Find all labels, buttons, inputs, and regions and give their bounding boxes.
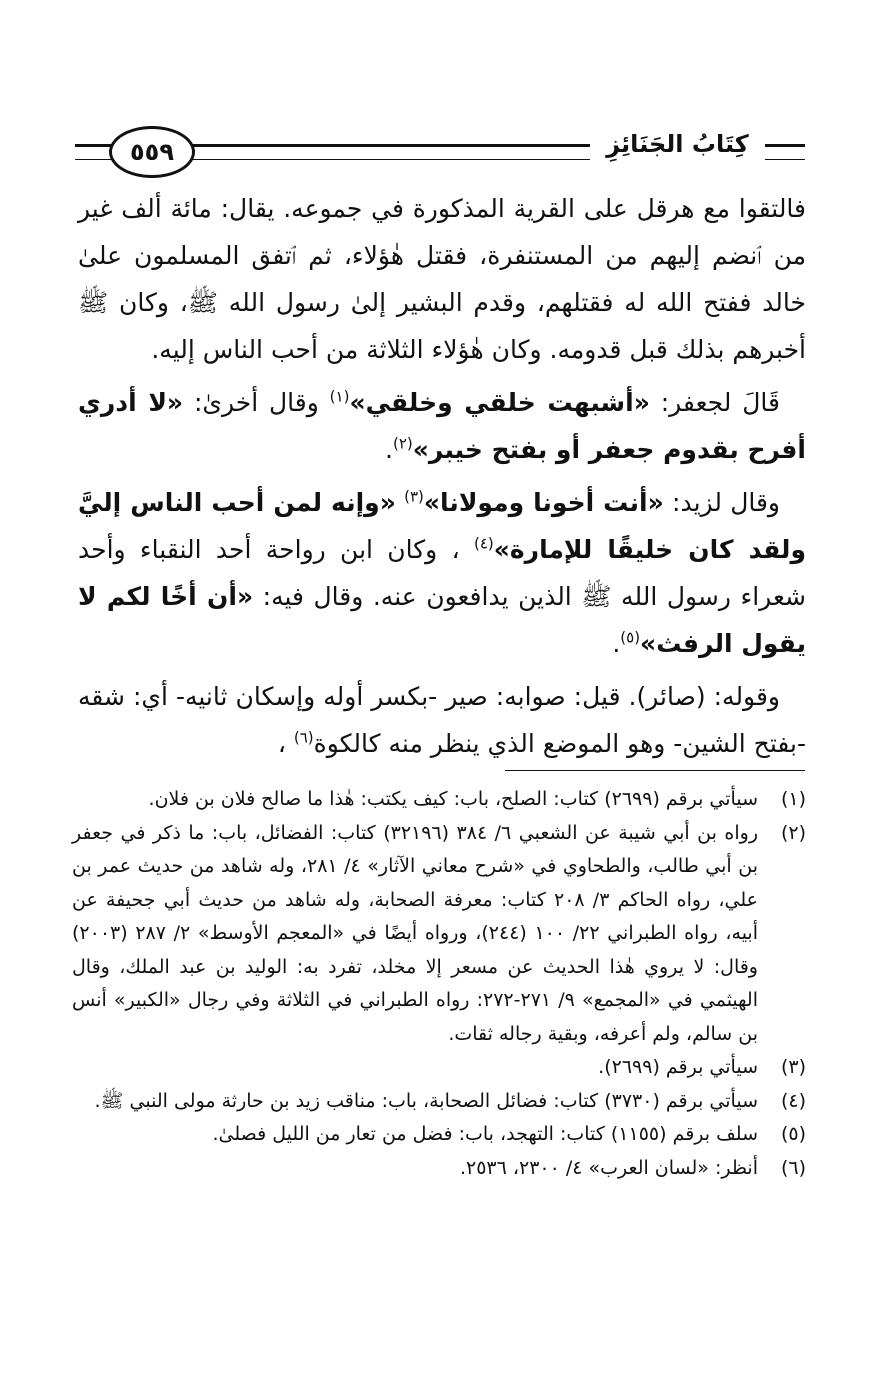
paragraph-2-pre: قَالَ لجعفر: xyxy=(649,388,780,417)
footnote-number: (٦) xyxy=(780,1156,806,1179)
paragraph-4 xyxy=(78,673,806,767)
footnote-ref[interactable]: (٤) xyxy=(473,534,494,553)
paragraph-3-pre: وقال لزيد: xyxy=(663,488,780,517)
footnote-number: (٤) xyxy=(780,1089,806,1112)
main-text xyxy=(78,185,806,773)
paragraph-3-mid-1 xyxy=(396,488,404,517)
page-number: ٥٥٩ xyxy=(109,126,195,178)
paragraph-2-mid: وقال أخرىٰ: xyxy=(183,388,330,417)
footnote-ref[interactable]: (٦) xyxy=(293,728,314,747)
footnote-text: سيأتي برقم (٢٦٩٩) كتاب: الصلح، باب: كيف يكتب: هٰذا ما صالح فلان بن فلان. xyxy=(148,788,758,810)
footnote-text: سيأتي برقم (٢٦٩٩). xyxy=(598,1056,758,1078)
running-title: كِتَابُ الجَنَائِزِ xyxy=(606,130,749,158)
footnote-number: (٢) xyxy=(780,821,806,844)
footnote-number: (٥) xyxy=(780,1123,806,1145)
paragraph-2 xyxy=(78,379,806,473)
header-rule-middle xyxy=(185,144,590,160)
footnote-number: (١) xyxy=(780,788,806,810)
paragraph-1: فالتقوا مع هرقل على القرية المذكورة في جموعه. يقال: مائة ألف غير من ٱنضم إليهم من المستنفرة، فقتل هٰؤلاء، ثم ٱتفق المسلمون علىٰ خالد ففتح الله له فقتلهم، وقدم البشير إلىٰ رسول الله ﷺ، وكان ﷺ أخبرهم بذلك قبل قدومه. وكان هٰؤلاء الثلاثة من أحب الناس إليه. xyxy=(78,194,806,364)
header-rule-right xyxy=(765,144,805,160)
hadith-quote: «أشبهت خلقي وخلقي» xyxy=(349,388,650,417)
footnote-text: رواه بن أبي شيبة عن الشعبي ٦/ ٣٨٤ (٣٢١٩٦) كتاب: الفضائل، باب: ما ذكر في جعفر بن أبي طالب، والطحاوي في «شرح معاني الآثار» ٤/ ٢٨١، وله شاهد من حديث عمر بن علي، رواه الحاكم ٣/ ٢٠٨ كتاب: معرفة الصحابة، وله شاهد من حديث أبي جحيفة عن أبيه، رواه الطبراني ٢٢/ ١٠٠ (٢٤٤)، ورواه أيضًا في «المعجم الأوسط» ٢/ ٢٨٧ (٢٠٠٣) وقال: لا يروي هٰذا الحديث عن مسعر إلا مخلد، تفرد به: الوليد بن عبد الملك، وقال الهيثمي في «المجمع» ٩/ ٢٧١-٢٧٢: رواه الطبراني في الثلاثة وفي رجال «الكبير» أنس بن سالم، ولم أعرفه، وبقية رجاله ثقات. xyxy=(72,821,758,1045)
hadith-quote: «أن أخًا لكم لا يقول الرفث» xyxy=(78,582,806,658)
paragraph-3 xyxy=(78,479,806,667)
paragraph-4-end: ، xyxy=(277,729,294,758)
footnote-ref[interactable]: (١) xyxy=(329,387,350,406)
footnote-text: سلف برقم (١١٥٥) كتاب: التهجد، باب: فضل من تعار من الليل فصلىٰ. xyxy=(212,1123,758,1145)
hadith-quote: «أنت أخونا ومولانا» xyxy=(423,488,664,517)
footnote-text: سيأتي برقم (٣٧٣٠) كتاب: فضائل الصحابة، باب: مناقب زيد بن حارثة مولى النبي ﷺ. xyxy=(94,1089,758,1112)
paragraph-4-text: وقوله: (صائر). قيل: صوابه: صير -بكسر أوله وإسكان ثانيه- أي: شقه -بفتح الشين- وهو الموضع الذي ينظر منه كالكوة xyxy=(78,682,806,758)
footnote-item xyxy=(72,817,812,1052)
footnote-item xyxy=(72,1051,812,1085)
footnote-item xyxy=(72,1152,812,1186)
paragraph-2-end: . xyxy=(385,435,393,464)
footnote-ref[interactable]: (٢) xyxy=(392,434,413,453)
footnote-item xyxy=(72,783,812,817)
footnotes xyxy=(72,783,812,1185)
footnote-ref[interactable]: (٣) xyxy=(404,487,424,506)
footnote-number: (٣) xyxy=(780,1056,806,1078)
footnote-ref[interactable]: (٥) xyxy=(620,628,641,647)
page-header xyxy=(75,120,805,184)
footnote-separator xyxy=(505,770,805,771)
hadith-quote: «لا أدري أفرح بقدوم جعفر أو بفتح خيبر» xyxy=(78,388,806,464)
footnote-item xyxy=(72,1118,812,1152)
hadith-quote: «وإنه لمن أحب الناس إليَّ ولقد كان خليقًا للإمارة» xyxy=(78,488,806,564)
paragraph-3-mid-2: ، وكان ابن رواحة أحد النقباء وأحد شعراء رسول الله ﷺ الذين يدافعون عنه. وقال فيه: xyxy=(78,535,806,611)
footnote-item xyxy=(72,1085,812,1119)
footnote-text: أنظر: «لسان العرب» ٤/ ٢٣٠٠، ٢٥٣٦. xyxy=(459,1156,758,1179)
paragraph-3-end: . xyxy=(612,629,621,658)
